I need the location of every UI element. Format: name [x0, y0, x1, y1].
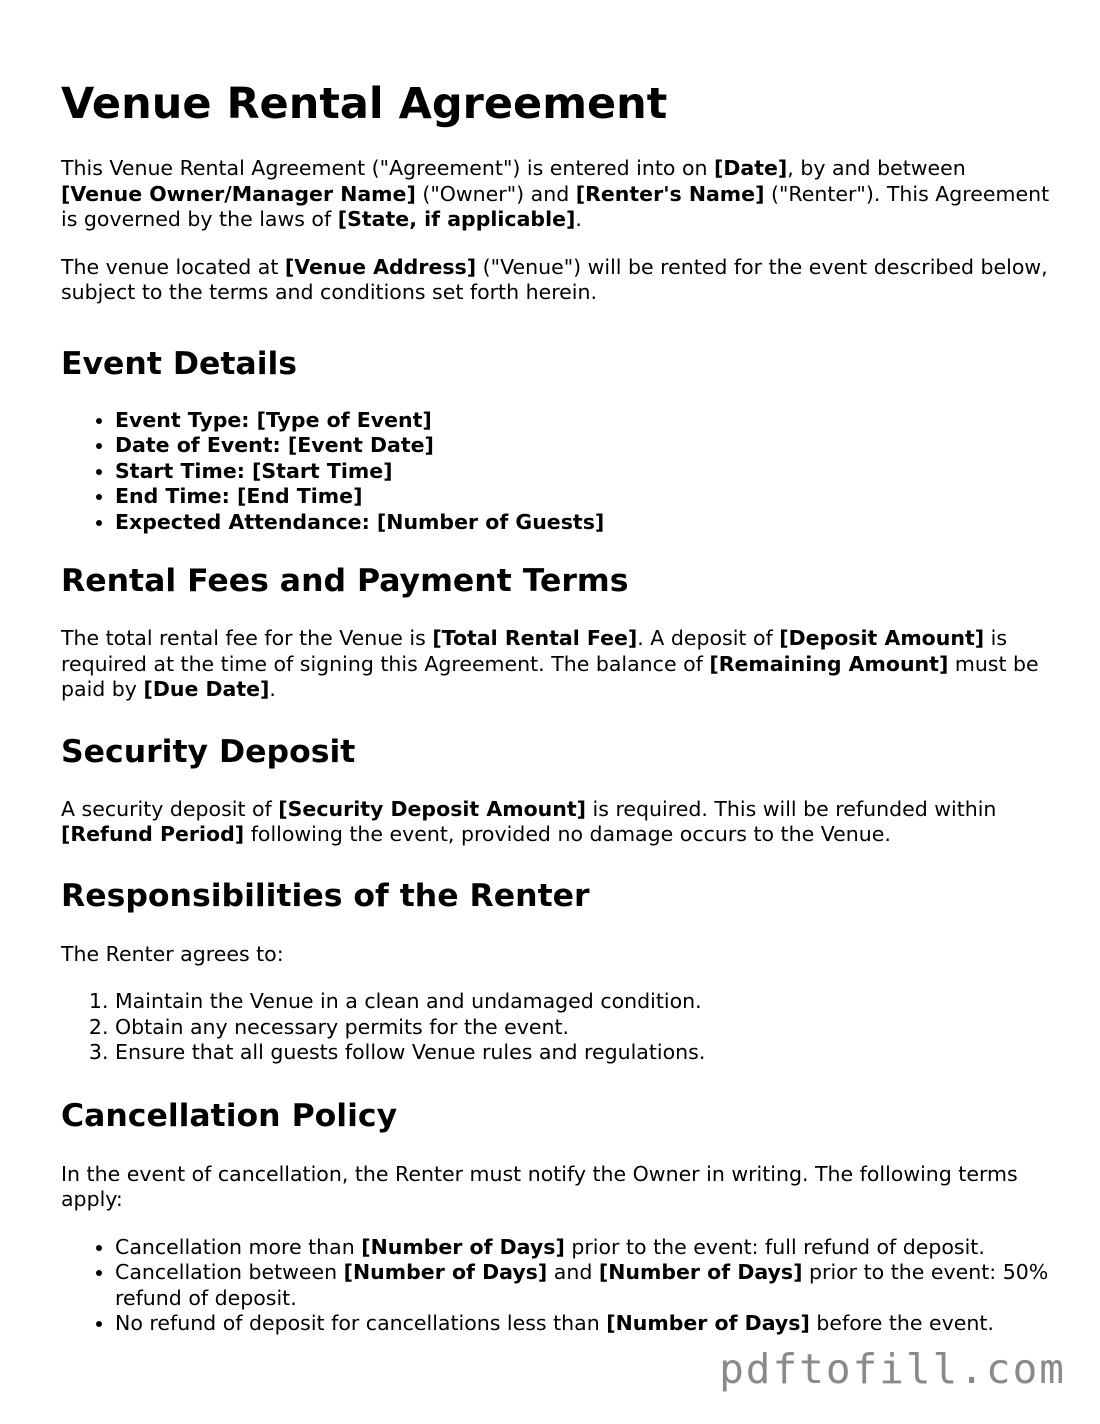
fees-text: must be paid by [61, 651, 1039, 701]
fees-heading: Rental Fees and Payment Terms [61, 563, 629, 599]
end-time-item: • End Time: [End Time] [115, 484, 1051, 510]
document-title: Venue Rental Agreement [61, 79, 668, 129]
days-placeholder: [Number of Days] [343, 1260, 548, 1284]
deposit-text: A security deposit of [61, 796, 279, 821]
remaining-amount-placeholder: [Remaining Amount] [709, 651, 949, 676]
cancellation-intro: In the event of cancellation, the Renter must notify the Owner in writing. The following terms apply: [61, 1161, 1018, 1211]
cancellation-heading: Cancellation Policy [61, 1097, 398, 1134]
cancel-text: prior to the event: 50% refund of deposit. [115, 1260, 1049, 1310]
list-item [115, 1260, 1051, 1311]
fees-text: . A deposit of [637, 626, 780, 650]
cancel-text: Cancellation more than [115, 1234, 362, 1259]
venue-address-placeholder: [Venue Address] [284, 254, 477, 279]
state-placeholder: [State, if applicable] [337, 207, 576, 231]
days-placeholder: [Number of Days] [606, 1311, 810, 1335]
security-deposit-paragraph [61, 797, 1051, 848]
cancellation-list [61, 1235, 1051, 1337]
event-details-list [61, 408, 1051, 536]
days-placeholder: [Number of Days] [361, 1234, 565, 1259]
event-type-item: • Event Type: [Type of Event] [115, 408, 1051, 434]
list-item [115, 1311, 1051, 1337]
security-deposit-heading: Security Deposit [61, 733, 356, 770]
deposit-text: is required. This will be refunded within [586, 796, 997, 821]
cancel-text: Cancellation between [115, 1260, 344, 1284]
renter-name-placeholder: [Renter's Name] [575, 181, 765, 206]
fees-text: . [269, 677, 276, 701]
deposit-text: following the event, provided no damage occurs to the Venue. [244, 822, 891, 846]
responsibilities-list [61, 989, 1051, 1066]
attendance-item: • Expected Attendance: [Number of Guests] [115, 510, 1051, 536]
security-amount-placeholder: [Security Deposit Amount] [278, 796, 587, 821]
list-item [115, 1235, 1051, 1261]
deposit-amount-placeholder: [Deposit Amount] [779, 626, 985, 650]
venue-text: The venue located at [61, 254, 285, 279]
date-placeholder: [Date] [714, 156, 788, 180]
venue-text: ("Venue") will be rented for the event described below, subject to the terms and conditions set forth herein. [61, 254, 1048, 304]
list-item: 3. Ensure that all guests follow Venue rules and regulations. [115, 1040, 1051, 1066]
event-date-item: • Date of Event: [Event Date] [115, 433, 1051, 459]
responsibilities-heading: Responsibilities of the Renter [61, 877, 590, 914]
fees-text: The total rental fee for the Venue is [61, 626, 433, 650]
intro-text: . [575, 207, 582, 231]
intro-text: ("Renter"). This Agreement is governed by the laws of [61, 181, 1050, 231]
venue-paragraph [61, 255, 1051, 306]
intro-paragraph [61, 156, 1051, 233]
document-page [61, 0, 1051, 1337]
days-placeholder: [Number of Days] [598, 1260, 803, 1284]
cancel-text: No refund of deposit for cancellations less than [115, 1311, 607, 1335]
cancel-text: before the event. [809, 1311, 994, 1335]
list-item: 2. Obtain any necessary permits for the event. [115, 1015, 1051, 1041]
refund-period-placeholder: [Refund Period] [61, 822, 245, 846]
cancel-text: and [547, 1260, 599, 1284]
intro-text: ("Owner") and [415, 181, 576, 206]
responsibilities-intro: The Renter agrees to: [61, 941, 284, 966]
start-time-item: • Start Time: [Start Time] [115, 459, 1051, 485]
owner-name-placeholder: [Venue Owner/Manager Name] [61, 181, 416, 206]
intro-text: This Venue Rental Agreement ("Agreement") is entered into on [61, 156, 714, 180]
fees-paragraph [61, 626, 1051, 703]
event-details-heading: Event Details [61, 345, 298, 382]
list-item: 1. Maintain the Venue in a clean and undamaged condition. [115, 989, 1051, 1015]
total-fee-placeholder: [Total Rental Fee] [432, 626, 638, 650]
due-date-placeholder: [Due Date] [143, 677, 270, 701]
watermark: pdftofill.com [719, 1345, 1066, 1393]
cancel-text: prior to the event: full refund of deposit. [564, 1234, 985, 1259]
intro-text: , by and between [787, 156, 966, 180]
fees-text: is required at the time of signing this Agreement. The balance of [61, 626, 1008, 676]
